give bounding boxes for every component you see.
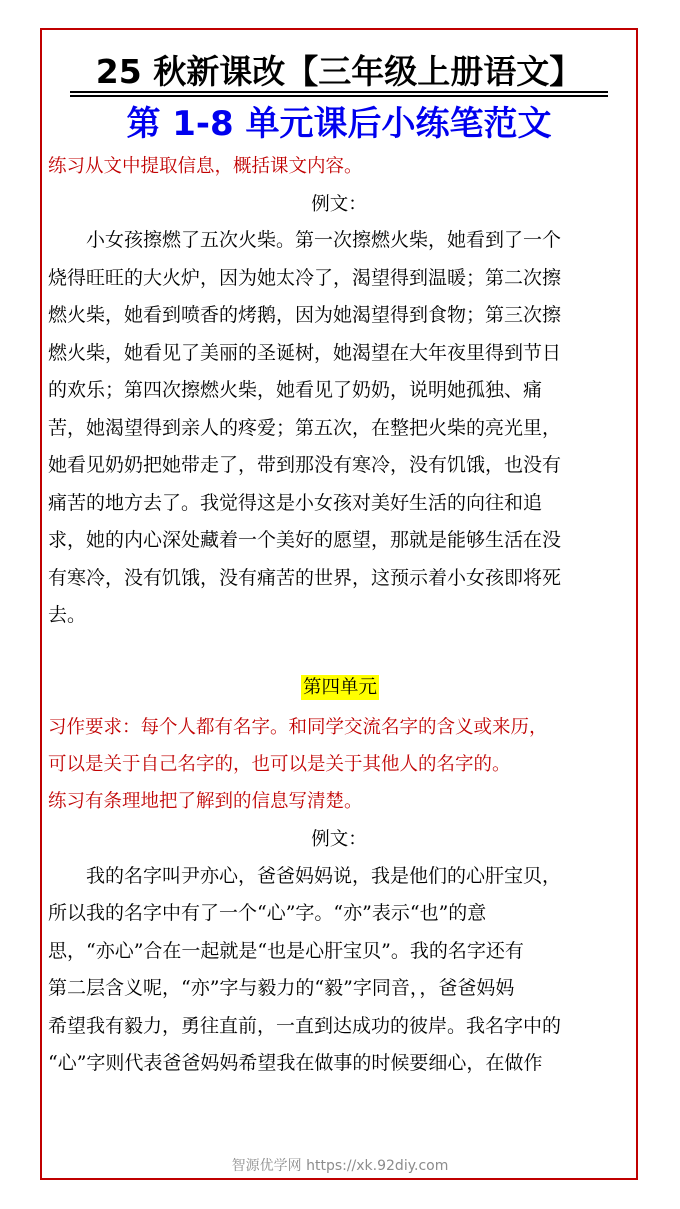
essay-line: 她看见奶奶把她带走了，带到那没有寒冷，没有饥饿，也没有 — [48, 454, 562, 476]
essay-line: 有寒冷，没有饥饿，没有痛苦的世界，这预示着小女孩即将死 — [48, 566, 562, 589]
essay-line: 所以我的名字中有了一个“心”字。“亦”表示“也”的意 — [48, 902, 487, 925]
unit-heading — [0, 672, 680, 704]
essay-line: 烧得旺旺的大火炉，因为她太冷了，渴望得到温暖；第二次擦 — [48, 266, 562, 289]
essay-line: 我的名字叫尹亦心，爸爸妈妈说，我是他们的心肝宝贝， — [48, 865, 562, 887]
essay-line: 燃火柴，她看见了美丽的圣诞树，她渴望在大年夜里得到节日 — [48, 341, 562, 364]
footer-watermark: 智源优学网 https://xk.92diy.com — [231, 1158, 449, 1174]
section1-essay — [48, 222, 630, 635]
section2-requirement-line: 练习有条理地把了解到的信息写清楚。 — [48, 791, 363, 812]
page-subtitle: 第 1-8 单元课后小练笔范文 — [126, 104, 552, 144]
essay-line: 去。 — [48, 604, 87, 626]
section2-essay — [48, 858, 630, 1082]
essay-line: “心”字则代表爸爸妈妈希望我在做事的时候要细心，在做作 — [48, 1051, 543, 1074]
title-underline — [70, 91, 608, 93]
section2-requirement-line: 习作要求：每个人都有名字。和同学交流名字的含义或来历， — [48, 717, 548, 738]
essay-line: 思，“亦心”合在一起就是“也是心肝宝贝”。我的名字还有 — [48, 939, 524, 962]
section1-requirement: 练习从文中提取信息，概括课文内容。 — [48, 156, 363, 177]
essay-line: 小女孩擦燃了五次火柴。第一次擦燃火柴，她看到了一个 — [48, 229, 562, 251]
section1-example-label: 例文： — [311, 194, 367, 215]
essay-line: 痛苦的地方去了。我觉得这是小女孩对美好生活的向往和追 — [48, 491, 543, 514]
essay-line: 希望我有毅力，勇往直前，一直到达成功的彼岸。我名字中的 — [48, 1014, 562, 1037]
essay-line: 的欢乐；第四次擦燃火柴，她看见了奶奶，说明她孤独、痛 — [48, 379, 543, 401]
section2-example-label: 例文： — [311, 829, 367, 850]
essay-line: 求，她的内心深处藏着一个美好的愿望，那就是能够生活在没 — [48, 529, 562, 551]
essay-line: 燃火柴，她看到喷香的烤鹅，因为她渴望得到食物；第三次擦 — [48, 304, 562, 326]
essay-line: 第二层含义呢，“亦”字与毅力的“毅”字同音，，爸爸妈妈 — [48, 977, 515, 1000]
essay-line: 苦，她渴望得到亲人的疼爱；第五次，在整把火柴的亮光里， — [48, 416, 562, 439]
section2-requirement-line: 可以是关于自己名字的，也可以是关于其他人的名字的。 — [48, 754, 511, 775]
unit-heading-label: 第四单元 — [302, 677, 377, 698]
title-underline-double — [70, 95, 608, 97]
page-title: 25 秋新课改【三年级上册语文】 — [95, 52, 583, 91]
